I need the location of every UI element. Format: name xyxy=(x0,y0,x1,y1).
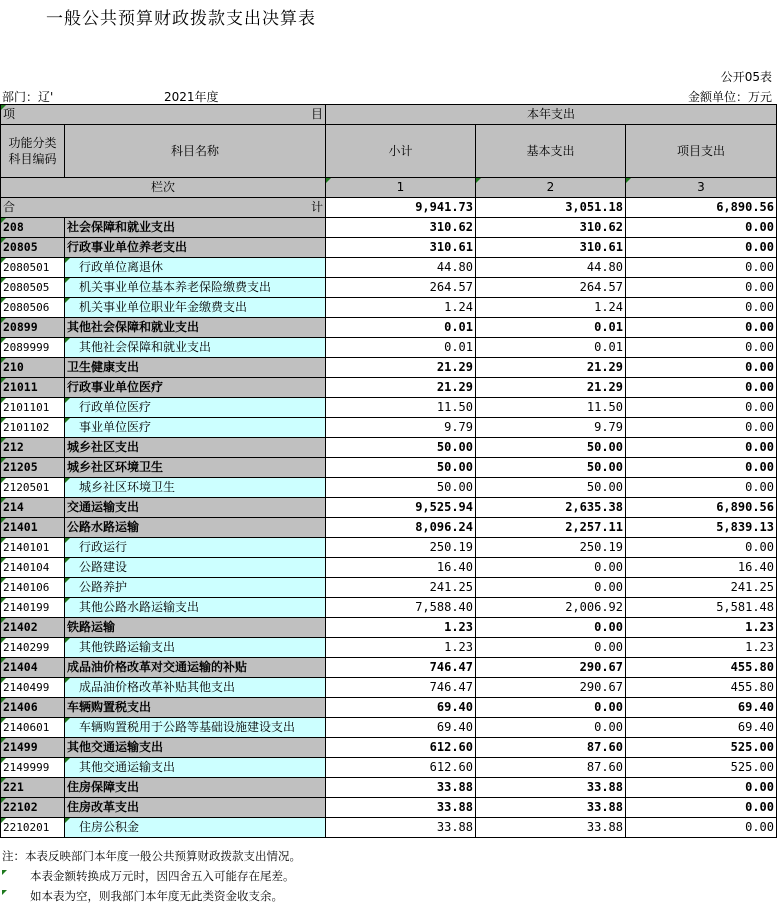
total-basic: 3,051.18 xyxy=(476,198,626,218)
table-row xyxy=(1,318,777,338)
footnote-3 xyxy=(2,886,301,906)
subtotal-cell: 1.23 xyxy=(326,638,476,658)
table-row xyxy=(1,358,777,378)
basic-expense-cell: 33.88 xyxy=(476,818,626,838)
subject-name-cell: 其他社会保障和就业支出 xyxy=(65,318,326,338)
subtotal-cell: 1.23 xyxy=(326,618,476,638)
basic-expense-cell: 310.62 xyxy=(476,218,626,238)
basic-expense-cell: 33.88 xyxy=(476,798,626,818)
subject-name-cell: 住房公积金 xyxy=(65,818,326,838)
basic-expense-cell: 0.00 xyxy=(476,618,626,638)
subject-name-cell: 其他交通运输支出 xyxy=(65,758,326,778)
subject-name-cell: 公路养护 xyxy=(65,578,326,598)
project-expense-cell: 0.00 xyxy=(626,818,777,838)
subject-name-cell: 城乡社区环境卫生 xyxy=(65,478,326,498)
subject-name-cell: 城乡社区支出 xyxy=(65,438,326,458)
table-row xyxy=(1,338,777,358)
subtotal-cell: 16.40 xyxy=(326,558,476,578)
subject-code-cell: 21402 xyxy=(1,618,65,638)
table-row xyxy=(1,298,777,318)
table-row xyxy=(1,398,777,418)
total-project: 6,890.56 xyxy=(626,198,777,218)
subject-code-cell: 2080506 xyxy=(1,298,65,318)
subtotal-cell: 1.24 xyxy=(326,298,476,318)
basic-expense-cell: 11.50 xyxy=(476,398,626,418)
expenditure-table xyxy=(0,104,777,838)
project-expense-cell: 69.40 xyxy=(626,698,777,718)
project-expense-cell: 0.00 xyxy=(626,298,777,318)
basic-expense-cell: 2,635.38 xyxy=(476,498,626,518)
project-expense-cell: 0.00 xyxy=(626,778,777,798)
table-row xyxy=(1,218,777,238)
project-expense-cell: 0.00 xyxy=(626,458,777,478)
subject-code-cell: 2101102 xyxy=(1,418,65,438)
subject-code-cell: 2089999 xyxy=(1,338,65,358)
project-expense-cell: 0.00 xyxy=(626,278,777,298)
total-label-left: 合 xyxy=(3,200,16,214)
basic-expense-cell: 0.00 xyxy=(476,558,626,578)
subject-code-cell: 2140299 xyxy=(1,638,65,658)
basic-expense-cell: 0.01 xyxy=(476,318,626,338)
basic-expense-cell: 2,257.11 xyxy=(476,518,626,538)
basic-expense-cell: 50.00 xyxy=(476,478,626,498)
subtotal-cell: 746.47 xyxy=(326,658,476,678)
project-expense-cell: 0.00 xyxy=(626,378,777,398)
basic-expense-cell: 2,006.92 xyxy=(476,598,626,618)
project-expense-cell: 0.00 xyxy=(626,418,777,438)
header-row-2 xyxy=(1,125,777,178)
column-label: 栏次 xyxy=(1,178,326,198)
subject-code-cell: 21499 xyxy=(1,738,65,758)
basic-expense-cell: 9.79 xyxy=(476,418,626,438)
table-row xyxy=(1,578,777,598)
subtotal-cell: 612.60 xyxy=(326,758,476,778)
table-row xyxy=(1,778,777,798)
header-row-1 xyxy=(1,105,777,125)
project-expense-cell: 241.25 xyxy=(626,578,777,598)
subject-code-cell: 2080501 xyxy=(1,258,65,278)
table-row xyxy=(1,438,777,458)
subject-code-cell: 21404 xyxy=(1,658,65,678)
project-expense-cell: 0.00 xyxy=(626,538,777,558)
table-row xyxy=(1,698,777,718)
subject-name-cell: 行政事业单位医疗 xyxy=(65,378,326,398)
project-expense-cell: 16.40 xyxy=(626,558,777,578)
subtotal-cell: 11.50 xyxy=(326,398,476,418)
basic-expense-cell: 310.61 xyxy=(476,238,626,258)
item-header-right: 目 xyxy=(310,107,323,121)
amount-unit: 金额单位：万元 xyxy=(687,90,772,104)
subject-code-cell: 22102 xyxy=(1,798,65,818)
table-row xyxy=(1,478,777,498)
subject-name-cell: 其他社会保障和就业支出 xyxy=(65,338,326,358)
subject-code-cell: 221 xyxy=(1,778,65,798)
project-expense-cell: 455.80 xyxy=(626,678,777,698)
basic-expense-cell: 87.60 xyxy=(476,758,626,778)
subject-name-cell: 住房改革支出 xyxy=(65,798,326,818)
item-header xyxy=(1,105,326,125)
subject-name-cell: 机关事业单位职业年金缴费支出 xyxy=(65,298,326,318)
project-expense-cell: 525.00 xyxy=(626,758,777,778)
subtotal-cell: 9.79 xyxy=(326,418,476,438)
subtotal-cell: 264.57 xyxy=(326,278,476,298)
project-expense-cell: 0.00 xyxy=(626,398,777,418)
subtotal-cell: 9,525.94 xyxy=(326,498,476,518)
subject-name-cell: 其他交通运输支出 xyxy=(65,738,326,758)
subject-name-cell: 其他铁路运输支出 xyxy=(65,638,326,658)
fiscal-year: 2021年度 xyxy=(164,90,219,104)
basic-expense-cell: 50.00 xyxy=(476,438,626,458)
project-expense-cell: 0.00 xyxy=(626,358,777,378)
subtotal-cell: 0.01 xyxy=(326,318,476,338)
subject-name-cell: 行政单位医疗 xyxy=(65,398,326,418)
project-expense-cell: 5,839.13 xyxy=(626,518,777,538)
project-expense-cell: 0.00 xyxy=(626,438,777,458)
footnote-1: 注：本表反映部门本年度一般公共预算财政拨款支出情况。 xyxy=(2,849,301,863)
subtotal-cell: 50.00 xyxy=(326,438,476,458)
subject-code-cell: 210 xyxy=(1,358,65,378)
basic-expense-cell: 44.80 xyxy=(476,258,626,278)
subtotal-cell: 44.80 xyxy=(326,258,476,278)
project-expense-cell: 0.00 xyxy=(626,238,777,258)
basic-header: 基本支出 xyxy=(476,125,626,178)
subtotal-cell: 250.19 xyxy=(326,538,476,558)
project-expense-cell: 0.00 xyxy=(626,318,777,338)
basic-expense-cell: 290.67 xyxy=(476,678,626,698)
subtotal-cell: 8,096.24 xyxy=(326,518,476,538)
column-number-row xyxy=(1,178,777,198)
project-expense-cell: 0.00 xyxy=(626,258,777,278)
subtotal-cell: 33.88 xyxy=(326,778,476,798)
subject-name-cell: 其他公路水路运输支出 xyxy=(65,598,326,618)
item-header-left: 项 xyxy=(3,107,16,121)
subject-code-cell: 2140601 xyxy=(1,718,65,738)
subject-code-cell: 2140199 xyxy=(1,598,65,618)
table-row xyxy=(1,658,777,678)
footnote-3-text: 如本表为空，则我部门本年度无此类资金收支余。 xyxy=(30,889,283,903)
subject-name-header: 科目名称 xyxy=(65,125,326,178)
subject-name-cell: 交通运输支出 xyxy=(65,498,326,518)
subject-code-cell: 21205 xyxy=(1,458,65,478)
table-row xyxy=(1,598,777,618)
subject-code-cell: 212 xyxy=(1,438,65,458)
cell-marker xyxy=(2,890,7,895)
total-row xyxy=(1,198,777,218)
project-expense-cell: 0.00 xyxy=(626,798,777,818)
subtotal-cell: 612.60 xyxy=(326,738,476,758)
table-row xyxy=(1,818,777,838)
subtotal-cell: 0.01 xyxy=(326,338,476,358)
table-row xyxy=(1,758,777,778)
project-expense-cell: 1.23 xyxy=(626,618,777,638)
subject-name-cell: 事业单位医疗 xyxy=(65,418,326,438)
table-row xyxy=(1,238,777,258)
table-row xyxy=(1,558,777,578)
subtotal-cell: 33.88 xyxy=(326,798,476,818)
subtotal-cell: 69.40 xyxy=(326,718,476,738)
page-title: 一般公共预算财政拨款支出决算表 xyxy=(46,9,316,29)
table-row xyxy=(1,378,777,398)
project-expense-cell: 1.23 xyxy=(626,638,777,658)
total-label xyxy=(1,198,326,218)
subject-name-cell: 行政运行 xyxy=(65,538,326,558)
subject-code-cell: 21401 xyxy=(1,518,65,538)
subject-code-cell: 2140104 xyxy=(1,558,65,578)
subject-name-cell: 行政单位离退休 xyxy=(65,258,326,278)
subject-name-cell: 住房保障支出 xyxy=(65,778,326,798)
table-row xyxy=(1,458,777,478)
basic-expense-cell: 21.29 xyxy=(476,378,626,398)
func-code-header: 功能分类科目编码 xyxy=(1,125,65,178)
expense-header: 本年支出 xyxy=(326,105,777,125)
subject-name-cell: 城乡社区环境卫生 xyxy=(65,458,326,478)
subject-code-cell: 214 xyxy=(1,498,65,518)
subject-name-cell: 行政事业单位养老支出 xyxy=(65,238,326,258)
project-expense-cell: 0.00 xyxy=(626,338,777,358)
subtotal-cell: 50.00 xyxy=(326,458,476,478)
subject-code-cell: 20805 xyxy=(1,238,65,258)
subject-name-cell: 社会保障和就业支出 xyxy=(65,218,326,238)
table-row xyxy=(1,718,777,738)
basic-expense-cell: 0.01 xyxy=(476,338,626,358)
basic-expense-cell: 21.29 xyxy=(476,358,626,378)
subject-name-cell: 铁路运输 xyxy=(65,618,326,638)
table-row xyxy=(1,618,777,638)
table-row xyxy=(1,798,777,818)
subject-code-cell: 2140106 xyxy=(1,578,65,598)
basic-expense-cell: 264.57 xyxy=(476,278,626,298)
project-expense-cell: 455.80 xyxy=(626,658,777,678)
project-expense-cell: 6,890.56 xyxy=(626,498,777,518)
subject-name-cell: 车辆购置税用于公路等基础设施建设支出 xyxy=(65,718,326,738)
basic-expense-cell: 250.19 xyxy=(476,538,626,558)
basic-expense-cell: 87.60 xyxy=(476,738,626,758)
basic-expense-cell: 1.24 xyxy=(476,298,626,318)
col-number-3: 3 xyxy=(626,178,777,198)
subject-name-cell: 车辆购置税支出 xyxy=(65,698,326,718)
col-number-1: 1 xyxy=(326,178,476,198)
subject-code-cell: 20899 xyxy=(1,318,65,338)
project-expense-cell: 0.00 xyxy=(626,218,777,238)
table-row xyxy=(1,538,777,558)
footnotes xyxy=(2,846,301,906)
table-row xyxy=(1,738,777,758)
subject-code-cell: 2080505 xyxy=(1,278,65,298)
subject-code-cell: 2120501 xyxy=(1,478,65,498)
project-expense-cell: 0.00 xyxy=(626,478,777,498)
basic-expense-cell: 50.00 xyxy=(476,458,626,478)
subtotal-cell: 310.61 xyxy=(326,238,476,258)
subtotal-cell: 241.25 xyxy=(326,578,476,598)
subject-name-cell: 公路水路运输 xyxy=(65,518,326,538)
basic-expense-cell: 0.00 xyxy=(476,718,626,738)
table-row xyxy=(1,258,777,278)
project-header: 项目支出 xyxy=(626,125,777,178)
subject-code-cell: 2140101 xyxy=(1,538,65,558)
subject-code-cell: 208 xyxy=(1,218,65,238)
subtotal-cell: 7,588.40 xyxy=(326,598,476,618)
project-expense-cell: 5,581.48 xyxy=(626,598,777,618)
basic-expense-cell: 33.88 xyxy=(476,778,626,798)
col-number-2: 2 xyxy=(476,178,626,198)
subject-code-cell: 2101101 xyxy=(1,398,65,418)
basic-expense-cell: 0.00 xyxy=(476,698,626,718)
subject-name-cell: 机关事业单位基本养老保险缴费支出 xyxy=(65,278,326,298)
table-row xyxy=(1,518,777,538)
subtotal-cell: 310.62 xyxy=(326,218,476,238)
subject-code-cell: 21011 xyxy=(1,378,65,398)
table-row xyxy=(1,278,777,298)
cell-marker xyxy=(2,870,7,875)
subject-name-cell: 卫生健康支出 xyxy=(65,358,326,378)
department-label: 部门：辽' xyxy=(2,90,54,104)
subtotal-cell: 69.40 xyxy=(326,698,476,718)
subject-code-cell: 21406 xyxy=(1,698,65,718)
footnote-2-text: 本表金额转换成万元时，因四舍五入可能存在尾差。 xyxy=(30,869,295,883)
subtotal-header: 小计 xyxy=(326,125,476,178)
subtotal-cell: 746.47 xyxy=(326,678,476,698)
footnote-2 xyxy=(2,866,301,886)
subtotal-cell: 33.88 xyxy=(326,818,476,838)
form-number: 公开05表 xyxy=(720,70,772,84)
subject-code-cell: 2149999 xyxy=(1,758,65,778)
subject-name-cell: 成品油价格改革补贴其他支出 xyxy=(65,678,326,698)
subject-name-cell: 成品油价格改革对交通运输的补贴 xyxy=(65,658,326,678)
table-row xyxy=(1,638,777,658)
table-row xyxy=(1,498,777,518)
subject-name-cell: 公路建设 xyxy=(65,558,326,578)
subtotal-cell: 21.29 xyxy=(326,378,476,398)
basic-expense-cell: 290.67 xyxy=(476,658,626,678)
basic-expense-cell: 0.00 xyxy=(476,578,626,598)
basic-expense-cell: 0.00 xyxy=(476,638,626,658)
project-expense-cell: 525.00 xyxy=(626,738,777,758)
subtotal-cell: 21.29 xyxy=(326,358,476,378)
table-row xyxy=(1,678,777,698)
table-row xyxy=(1,418,777,438)
total-label-right: 计 xyxy=(310,200,323,214)
subtotal-cell: 50.00 xyxy=(326,478,476,498)
total-subtotal: 9,941.73 xyxy=(326,198,476,218)
project-expense-cell: 69.40 xyxy=(626,718,777,738)
subject-code-cell: 2210201 xyxy=(1,818,65,838)
subject-code-cell: 2140499 xyxy=(1,678,65,698)
